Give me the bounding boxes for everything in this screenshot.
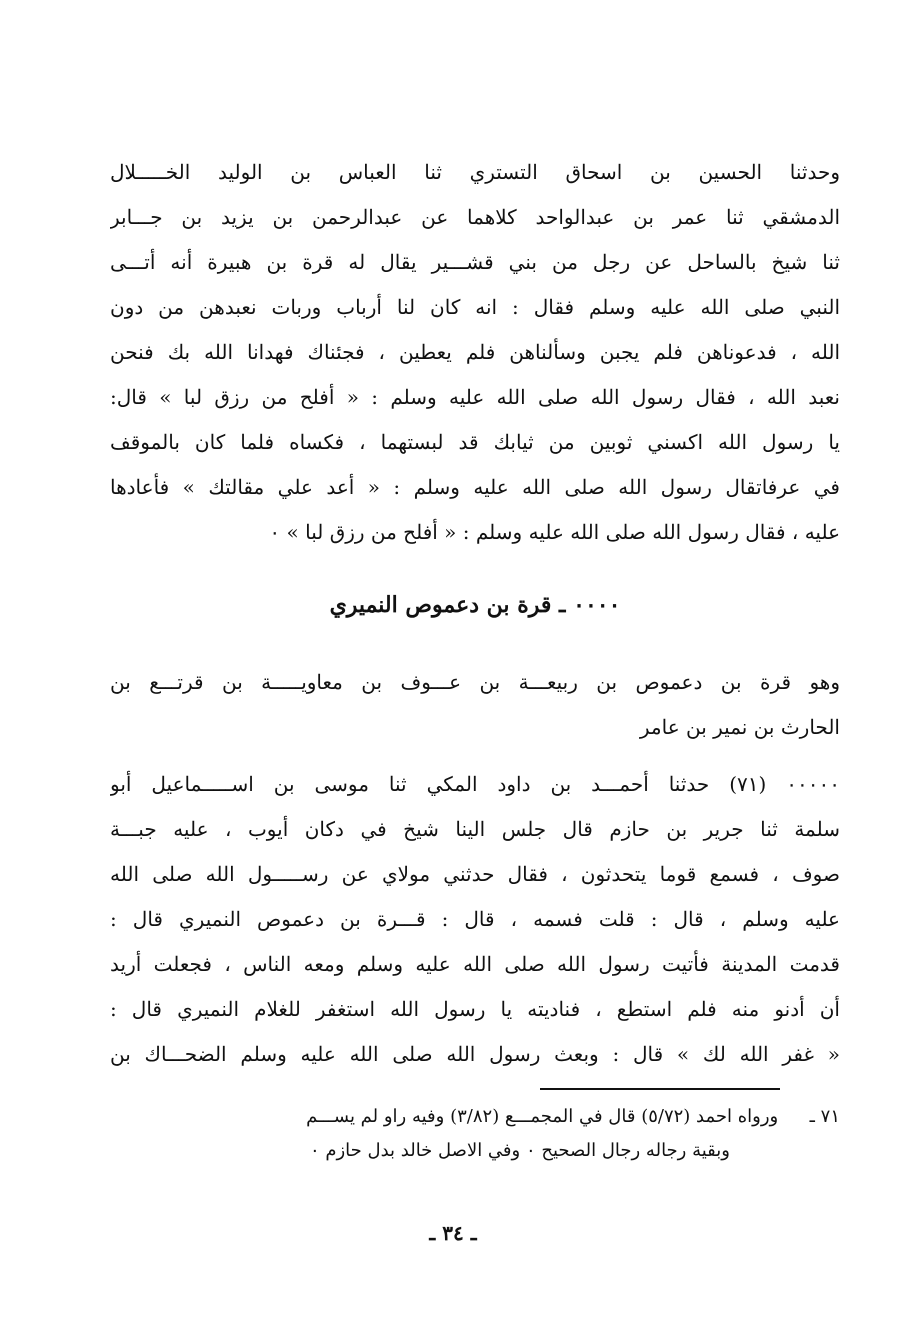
text-line: في عرفاتقال رسول الله صلى الله عليه وسلم : « أعد علي مقالتك » فأعادها bbox=[110, 475, 840, 499]
text-line: الدمشقي ثنا عمر بن عبدالواحد كلاهما عن عبدالرحمن بن يزيد بن جـــابر bbox=[110, 205, 840, 229]
paragraph-hadith-71 bbox=[110, 762, 840, 1077]
paragraph-lineage bbox=[110, 660, 840, 750]
text-line: عليه ، فقال رسول الله صلى الله عليه وسلم : « أفلح من رزق لبا » ٠ bbox=[269, 520, 840, 544]
footnote-text: وبقية رجاله رجال الصحيح ٠ وفي الاصل خالد بدل حازم ٠ bbox=[309, 1140, 730, 1161]
text-line: ثنا شيخ بالساحل عن رجل من بني قشـــير يقال له قرة بن هبيرة أنه أتـــى bbox=[110, 250, 840, 274]
text-line: النبي صلى الله عليه وسلم فقال : انه كان لنا أرباب وربات نعبدهن من دون bbox=[110, 295, 840, 319]
text-line: نعبد الله ، فقال رسول الله صلى الله عليه وسلم : « أفلح من رزق لبا » قال: bbox=[110, 385, 840, 409]
text-line: يا رسول الله اكسني ثوبين من ثيابك قد لبستهما ، فكساه فلما كان بالموقف bbox=[110, 430, 840, 454]
paragraph-hadith-qurra-bin-hubayra bbox=[110, 150, 840, 555]
text-line: صوف ، فسمع قوما يتحدثون ، فقال حدثني مولاي عن رســـــول الله صلى الله bbox=[110, 862, 840, 886]
footnote bbox=[110, 1100, 840, 1168]
text-line: سلمة ثنا جرير بن حازم قال جلس الينا شيخ في دكان أيوب ، عليه جبـــة bbox=[110, 817, 840, 841]
text-line: الله ، فدعوناهن فلم يجبن وسألناهن فلم يعطين ، فجئناك فهدانا الله بك فنحن bbox=[110, 340, 840, 364]
text-line: « غفر الله لك » قال : وبعث رسول الله صلى الله عليه وسلم الضحـــاك بن bbox=[110, 1042, 840, 1066]
text-line: عليه وسلم ، قال : قلت فسمه ، قال : قـــرة بن دعموص النميري قال : bbox=[110, 907, 840, 931]
page-number: ـ ٣٤ ـ bbox=[429, 1221, 477, 1245]
footnote-number: ٧١ ـ bbox=[809, 1106, 840, 1127]
footnote-line bbox=[110, 1134, 840, 1168]
text-line: قدمت المدينة فأتيت رسول الله صلى الله عليه وسلم ومعه الناس ، فجعلت أريد bbox=[110, 952, 840, 976]
footnote-divider bbox=[540, 1088, 780, 1090]
footnote-text: ورواه احمد (٥/٧٢) قال في المجمـــع (٣/٨٢) وفيه راو لم يســـم bbox=[306, 1106, 779, 1127]
section-heading: ٠٠٠٠ ـ قرة بن دعموص النميري bbox=[329, 592, 621, 618]
text-line: الحارث بن نمير بن عامر bbox=[639, 715, 840, 739]
footnote-line bbox=[110, 1100, 840, 1134]
text-line: ٠٠٠٠٠ (٧١) حدثنا أحمـــد بن داود المكي ثنا موسى بن اســـــماعيل أبو bbox=[110, 772, 840, 796]
text-line: وهو قرة بن دعموص بن ربيعـــة بن عـــوف بن معاويـــــة بن قرتـــع بن bbox=[110, 670, 840, 694]
text-line: أن أدنو منه فلم استطع ، فناديته يا رسول الله استغفر للغلام النميري قال : bbox=[110, 997, 840, 1021]
text-line: وحدثنا الحسين بن اسحاق التستري ثنا العباس بن الوليد الخـــــلال bbox=[110, 160, 840, 184]
